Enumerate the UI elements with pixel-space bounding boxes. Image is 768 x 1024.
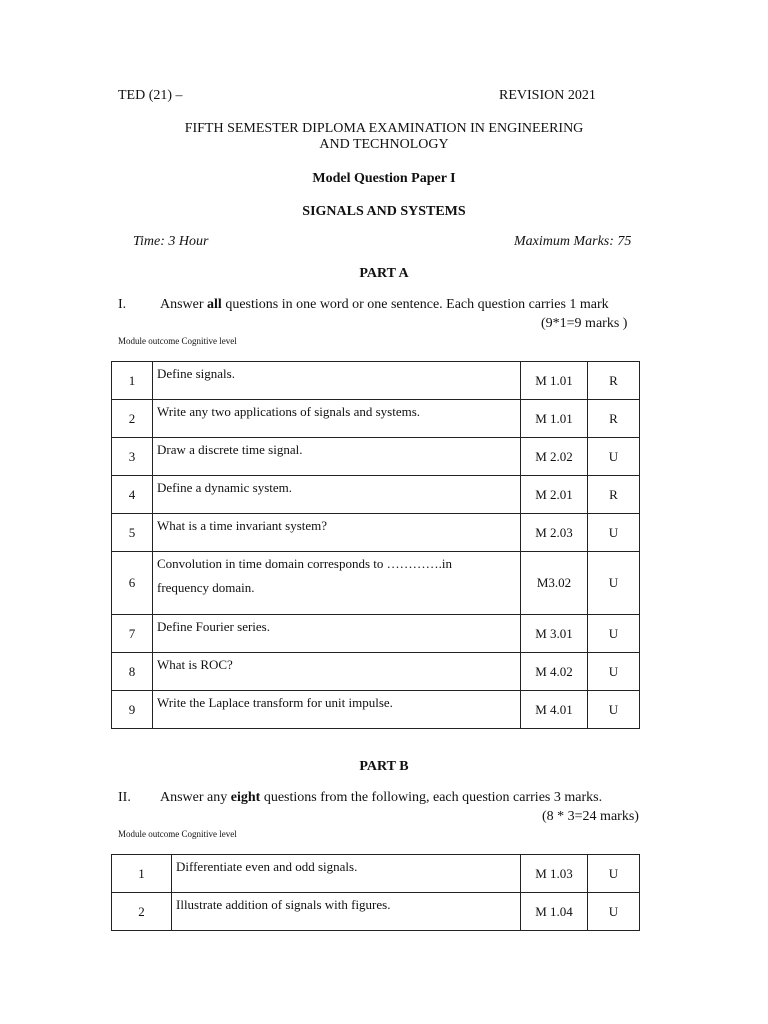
question-number: 8 [112, 653, 153, 691]
module-outcome: M 4.02 [521, 653, 588, 691]
cognitive-level: U [588, 691, 640, 729]
table-row [112, 362, 640, 400]
table-row [112, 514, 640, 552]
cognitive-level: U [588, 514, 640, 552]
question-text: Define signals. [153, 362, 521, 400]
cognitive-level: U [588, 438, 640, 476]
part-a-marks: (9*1=9 marks ) [541, 316, 628, 331]
part-a-table [111, 361, 640, 729]
question-number: 5 [112, 514, 153, 552]
part-a-title: PART A [359, 266, 409, 281]
question-number: 9 [112, 691, 153, 729]
question-text: Define Fourier series. [153, 615, 521, 653]
question-text: Write any two applications of signals and systems. [153, 400, 521, 438]
question-text: What is a time invariant system? [153, 514, 521, 552]
question-number: 2 [112, 893, 172, 931]
module-outcome: M 2.02 [521, 438, 588, 476]
question-text: Draw a discrete time signal. [153, 438, 521, 476]
table-row [112, 552, 640, 615]
cognitive-level: R [588, 362, 640, 400]
revision-label: REVISION 2021 [499, 88, 596, 103]
question-text: Illustrate addition of signals with figures. [172, 893, 521, 931]
table-row [112, 615, 640, 653]
module-outcome: M 1.01 [521, 362, 588, 400]
cognitive-level: U [588, 653, 640, 691]
question-text: Differentiate even and odd signals. [172, 855, 521, 893]
cognitive-level: U [588, 893, 640, 931]
module-outcome: M 1.01 [521, 400, 588, 438]
question-number: 1 [112, 855, 172, 893]
question-number: 2 [112, 400, 153, 438]
exam-title-line1: FIFTH SEMESTER DIPLOMA EXAMINATION IN ENGINEERING [184, 121, 584, 136]
cognitive-level: U [588, 855, 640, 893]
module-outcome: M 2.03 [521, 514, 588, 552]
module-outcome: M 2.01 [521, 476, 588, 514]
cognitive-level: R [588, 476, 640, 514]
max-marks-label: Maximum Marks: 75 [514, 234, 632, 249]
cognitive-level: R [588, 400, 640, 438]
time-label: Time: 3 Hour [133, 234, 209, 249]
question-text [153, 552, 521, 615]
table-row [112, 438, 640, 476]
question-text: Write the Laplace transform for unit impulse. [153, 691, 521, 729]
question-text-line1: Convolution in time domain corresponds to ………….in [157, 556, 453, 571]
question-text: Define a dynamic system. [153, 476, 521, 514]
module-outcome: M 1.04 [521, 893, 588, 931]
question-number: 3 [112, 438, 153, 476]
exam-title-line2: AND TECHNOLOGY [319, 137, 449, 152]
module-outcome: M 3.01 [521, 615, 588, 653]
module-outcome: M 1.03 [521, 855, 588, 893]
table-row [112, 855, 640, 893]
part-b-table [111, 854, 640, 931]
table-row [112, 476, 640, 514]
table-row [112, 653, 640, 691]
part-b-legend: Module outcome Cognitive level [118, 829, 237, 839]
paper-code: TED (21) – [118, 88, 183, 103]
part-a-instruction: Answer all questions in one word or one sentence. Each question carries 1 mark [160, 297, 609, 312]
table-row [112, 691, 640, 729]
question-number: 4 [112, 476, 153, 514]
part-b-title: PART B [359, 759, 409, 774]
part-b-instruction: Answer any eight questions from the following, each question carries 3 marks. [160, 790, 603, 805]
part-b-roman: II. [118, 790, 131, 805]
module-outcome: M3.02 [521, 552, 588, 615]
question-number: 1 [112, 362, 153, 400]
part-b-marks: (8 * 3=24 marks) [542, 809, 639, 824]
question-number: 7 [112, 615, 153, 653]
subject-title: SIGNALS AND SYSTEMS [302, 204, 466, 219]
part-a-legend: Module outcome Cognitive level [118, 336, 237, 346]
table-row [112, 400, 640, 438]
question-text: What is ROC? [153, 653, 521, 691]
cognitive-level: U [588, 615, 640, 653]
paper-title: Model Question Paper I [312, 171, 456, 186]
question-number: 6 [112, 552, 153, 615]
cognitive-level: U [588, 552, 640, 615]
module-outcome: M 4.01 [521, 691, 588, 729]
part-a-roman: I. [118, 297, 127, 312]
question-text-line2: frequency domain. [157, 580, 255, 595]
table-row [112, 893, 640, 931]
